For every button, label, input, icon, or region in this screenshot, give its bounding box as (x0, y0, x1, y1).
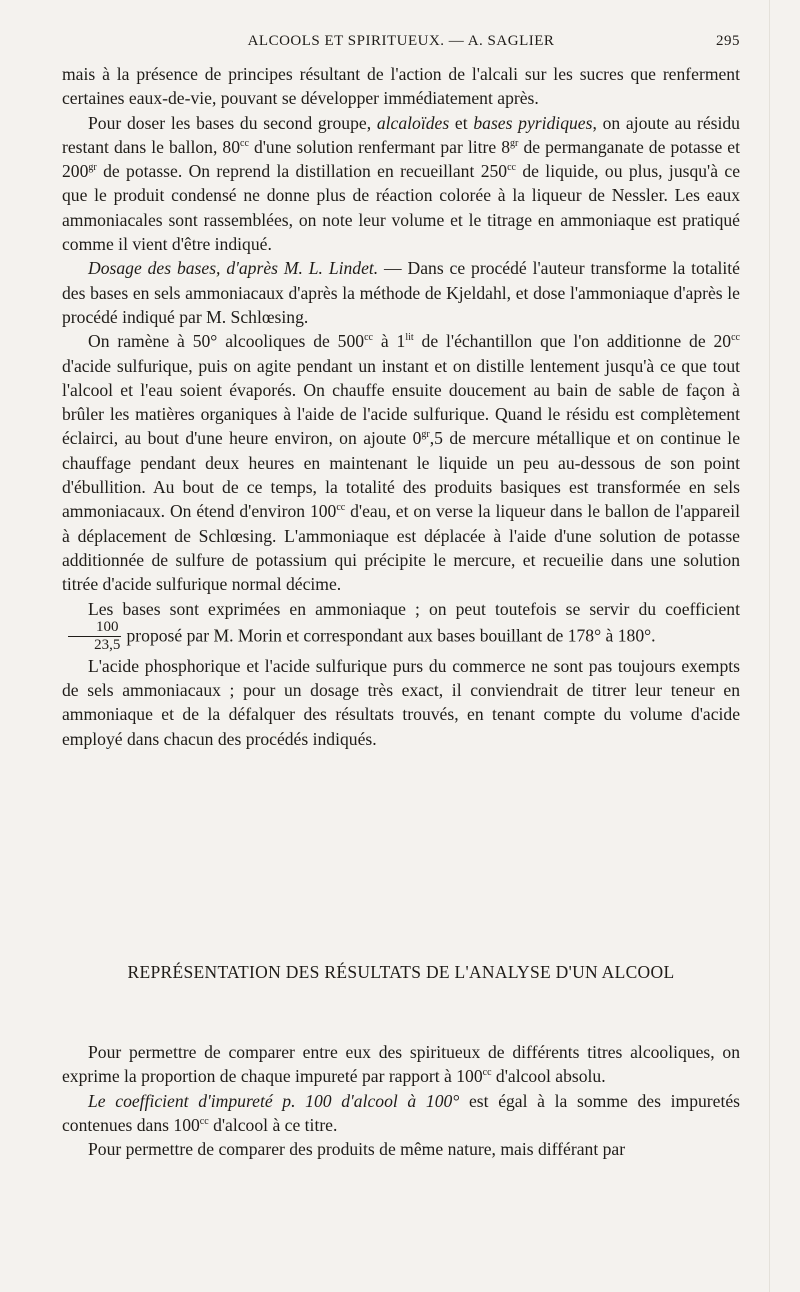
section-title: REPRÉSENTATION DES RÉSULTATS DE L'ANALYSE D'UN ALCOOL (127, 962, 675, 982)
paragraph: Le coefficient d'impureté p. 100 d'alcool à 100° est égal à la somme des impuretés contenues dans $100^{cc}$ d'alcool à ce titre. (62, 1090, 740, 1135)
paragraph: mais à la présence de principes résultant de l'action de l'alcali sur les sucres que renferment certaines eaux-de-vie, pouvant se développer immédiatement après. (62, 64, 740, 109)
page-number: 295 (716, 33, 740, 49)
paragraph: Pour doser les bases du second groupe, alcaloïdes et bases pyridiques, on ajoute au résidu restant dans le ballon, $80^{cc}$ d'une solution renfermant par litre $8^{gr}$ de permanganate de potasse et $200^{gr}$ de potasse. On reprend la distillation en recueillant $250^{cc}$ de liquide, ou plus, jusqu'à ce que le produit condensé ne donne plus de réaction colorée à la liqueur de Nessler. Les eaux ammoniacales sont rassemblées, on note leur volume et le titrage en ammoniaque est pratiqué comme il vient d'être indiqué. (62, 112, 741, 255)
page-edge-shadow (769, 0, 770, 1292)
paragraph: On ramène à 50° alcooliques de $500^{cc}$ à $1^{lit}$ de l'échantillon que l'on additionne de $20^{cc}$ d'acide sulfurique, puis on agite pendant un instant et on distille lentement jusqu'à ce que tout l'alcool et l'eau soient évaporés. On chauffe ensuite doucement au bain de sable de façon à brûler les matières organiques à l'aide de l'acide sulfurique. Quand le résidu est complètement éclairci, au bout d'une heure environ, on ajoute $0^{gr},5$ de mercure métallique et on continue le chauffage pendant deux heures en maintenant le liquide un peu au-dessous de son point d'ébullition. Au bout de ce temps, la totalité des produits basiques est transformée en sels ammoniacaux. On étend d'environ $100^{cc}$ d'eau, et on verse la liqueur dans le ballon de l'appareil à déplacement de Schlœsing. L'ammoniaque est déplacée à l'aide d'une solution de potasse additionnée de sulfure de potassium qui précipite le mercure, et recueilie dans une solution titrée d'acide sulfurique normal décime. (62, 331, 740, 595)
paragraph: L'acide phosphorique et l'acide sulfurique purs du commerce ne sont pas toujours exempts de sels ammoniacaux ; pour un dosage très exact, il conviendrait de titrer leur teneur en ammoniaque et de la défalquer des résultats trouvés, en tenant compte du volume d'acide employé dans chacun des procédés indiqués. (62, 655, 740, 749)
running-title: ALCOOLS ET SPIRITUEUX. — A. SAGLIER (247, 33, 555, 49)
running-header (62, 33, 740, 53)
paragraph: Pour permettre de comparer des produits de même nature, mais différant par (88, 1139, 626, 1160)
paragraph: Pour permettre de comparer entre eux des spiritueux de différents titres alcooliques, on exprime la proportion de chaque impureté par rapport à $100^{cc}$ d'alcool absolu. (62, 1042, 740, 1087)
subsection-heading: Dosage des bases, d'après M. L. Lindet. (88, 258, 379, 279)
section-text (62, 1040, 740, 1161)
paragraph: Les bases sont exprimées en ammoniaque ; on peut toutefois se servir du coefficient $\frac{100}{23,5}$ proposé par M. Morin et correspondant aux bases bouillant de 178° à 180°. (62, 597, 740, 654)
main-text (62, 62, 740, 751)
paragraph: Dosage des bases, d'après M. L. Lindet. — Dans ce procédé l'auteur transforme la totalité des bases en sels ammoniacaux d'après la méthode de Kjeldahl, et dose l'ammoniaque d'après le procédé indiqué par M. Schlœsing. (62, 258, 740, 327)
fraction: $\frac{100}{23,5}$ (68, 620, 121, 653)
